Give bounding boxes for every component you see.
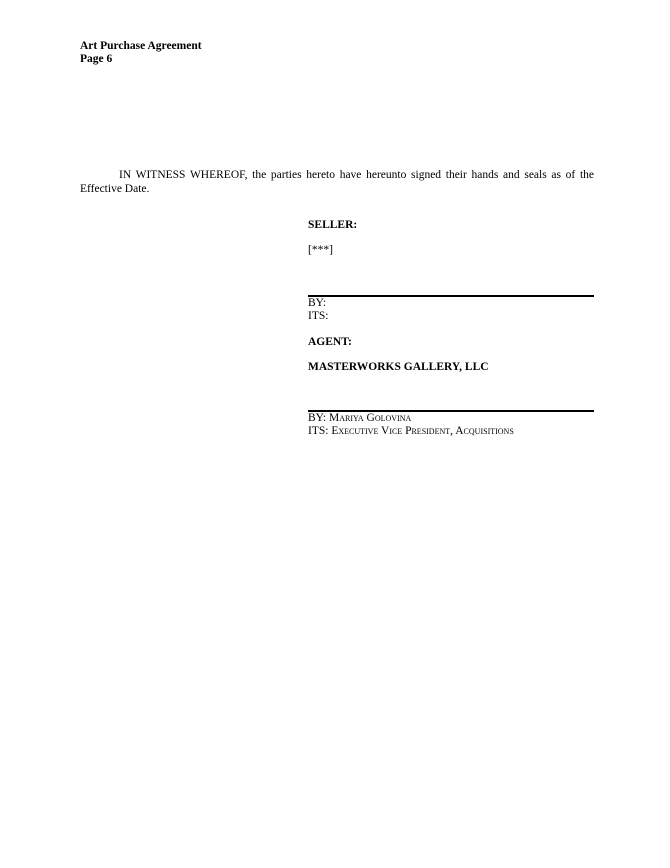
document-title: Art Purchase Agreement bbox=[80, 40, 202, 52]
agent-its-value: Executive Vice President, Acquisitions bbox=[331, 425, 514, 437]
agent-name: MASTERWORKS GALLERY, LLC bbox=[308, 361, 489, 373]
agent-label: AGENT: bbox=[308, 336, 352, 348]
witness-paragraph: IN WITNESS WHEREOF, the parties hereto have hereunto signed their hands and seals as of the Effective Date. bbox=[80, 169, 594, 195]
page-header bbox=[80, 40, 202, 66]
seller-name: [***] bbox=[308, 244, 333, 256]
agent-its-row bbox=[308, 425, 594, 438]
seller-by-label: BY: bbox=[308, 297, 327, 309]
agent-by-label: BY: bbox=[308, 412, 327, 424]
agent-by-row bbox=[308, 412, 594, 425]
seller-its-label: ITS: bbox=[308, 310, 329, 322]
page-number: Page 6 bbox=[80, 53, 113, 65]
agent-its-label: ITS: bbox=[308, 425, 329, 437]
seller-label: SELLER: bbox=[308, 219, 358, 231]
agent-by-value: Mariya Golovina bbox=[329, 412, 412, 424]
